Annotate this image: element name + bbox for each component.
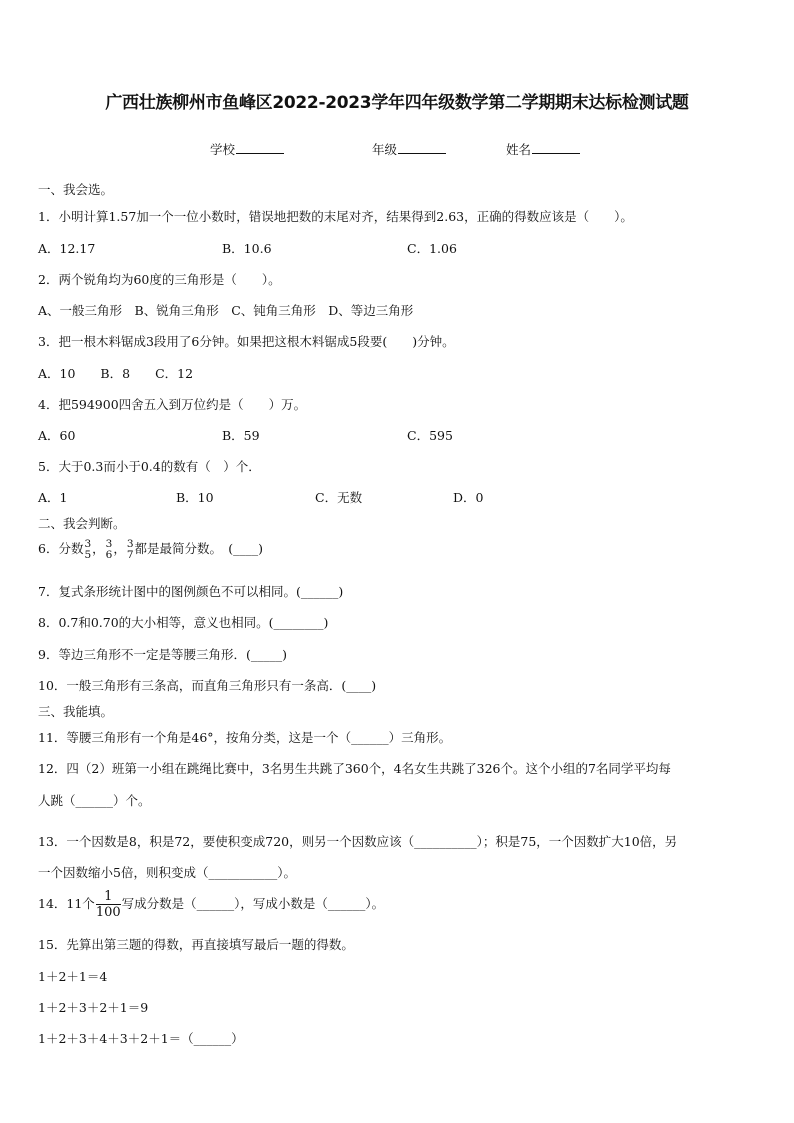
q2-options: A、一般三角形 B、锐角三角形 C、钝角三角形 D、等边三角形 [38, 303, 414, 318]
q5-option-d: D．0 [453, 490, 484, 505]
q3-options: A．10 B．8 C．12 [38, 366, 194, 381]
question-14 [38, 890, 384, 919]
q6-suffix: 都是最简分数。 (____) [134, 541, 264, 556]
name-blank[interactable] [532, 141, 580, 154]
school-field [210, 140, 284, 158]
q5-option-c: C．无数 [315, 490, 363, 505]
q6-separator: ， [113, 541, 126, 556]
name-label: 姓名 [506, 142, 532, 157]
grade-blank[interactable] [398, 141, 446, 154]
q14-suffix: 写成分数是（______），写成小数是（______）。 [121, 896, 385, 911]
q5-option-a: A．1 [38, 490, 68, 505]
question-6 [38, 539, 263, 560]
q1-option-c: C．1.06 [407, 241, 457, 256]
fraction-denominator: 6 [105, 548, 113, 561]
q15-equation-1: 1＋2＋1＝4 [38, 969, 108, 984]
q4-option-b: B．59 [222, 428, 260, 443]
name-field [506, 140, 580, 158]
question-9: 9．等边三角形不一定是等腰三角形．(_____) [38, 647, 287, 662]
question-11: 11．等腰三角形有一个角是46°，按角分类，这是一个（______）三角形。 [38, 730, 452, 745]
section-heading-choice: 一、我会选。 [38, 182, 114, 197]
q4-option-a: A．60 [38, 428, 76, 443]
school-blank[interactable] [236, 141, 284, 154]
q15-equation-2: 1＋2＋3＋2＋1＝9 [38, 1000, 149, 1015]
fraction-numerator: 3 [84, 538, 92, 550]
fraction-3-7 [127, 539, 134, 560]
question-4: 4．把594900四舍五入到万位约是（ ）万。 [38, 397, 307, 412]
question-12-line-2: 人跳（______）个。 [38, 793, 151, 808]
fraction-1-100 [96, 890, 121, 919]
question-8: 8．0.7和0.70的大小相等，意义也相同。(________) [38, 615, 329, 630]
q4-option-c: C．595 [407, 428, 453, 443]
fraction-numerator: 1 [96, 890, 121, 905]
question-5: 5．大于0.3而小于0.4的数有（ ）个． [38, 459, 261, 474]
fraction-3-5 [84, 539, 91, 560]
question-13-line-2: 一个因数缩小5倍，则积变成（___________）。 [38, 865, 296, 880]
question-1: 1．小明计算1.57加一个一位小数时，错误地把数的末尾对齐，结果得到2.63，正确的得数应该是（ ）。 [38, 209, 633, 224]
question-12-line-1: 12．四（2）班第一小组在跳绳比赛中，3名男生共跳了360个，4名女生共跳了326个。这个小组的7名同学平均每 [38, 761, 671, 776]
school-label: 学校 [210, 142, 236, 157]
grade-label: 年级 [372, 142, 398, 157]
fraction-denominator: 7 [126, 548, 134, 561]
q15-equation-3: 1＋2＋3＋4＋3＋2＋1＝（______） [38, 1031, 244, 1046]
fraction-numerator: 3 [105, 538, 113, 550]
question-13-line-1: 13．一个因数是8，积是72，要使积变成720，则另一个因数应该（__________）；积是75，一个因数扩大10倍，另 [38, 834, 678, 849]
section-heading-judge: 二、我会判断。 [38, 516, 126, 531]
fraction-denominator: 5 [84, 548, 92, 561]
question-10: 10．一般三角形有三条高，而直角三角形只有一条高．(____) [38, 678, 377, 693]
page-title: 广西壮族柳州市鱼峰区2022-2023学年四年级数学第二学期期末达标检测试题 [105, 93, 689, 113]
q1-option-a: A．12.17 [38, 241, 96, 256]
q6-separator: ， [92, 541, 105, 556]
section-heading-fill: 三、我能填。 [38, 704, 114, 719]
question-3: 3．把一根木料锯成3段用了6分钟。如果把这根木料锯成5段要( )分钟。 [38, 334, 455, 349]
q5-option-b: B．10 [176, 490, 214, 505]
fraction-numerator: 3 [126, 538, 134, 550]
q14-prefix: 14．11个 [38, 896, 95, 911]
question-7: 7．复式条形统计图中的图例颜色不可以相同。(______) [38, 584, 344, 599]
fraction-denominator: 100 [95, 905, 121, 920]
fraction-3-6 [106, 539, 113, 560]
question-2: 2．两个锐角均为60度的三角形是（ ）。 [38, 272, 281, 287]
grade-field [372, 140, 446, 158]
question-15: 15．先算出第三题的得数，再直接填写最后一题的得数。 [38, 937, 354, 952]
q6-prefix: 6．分数 [38, 541, 84, 556]
q1-option-b: B．10.6 [222, 241, 272, 256]
